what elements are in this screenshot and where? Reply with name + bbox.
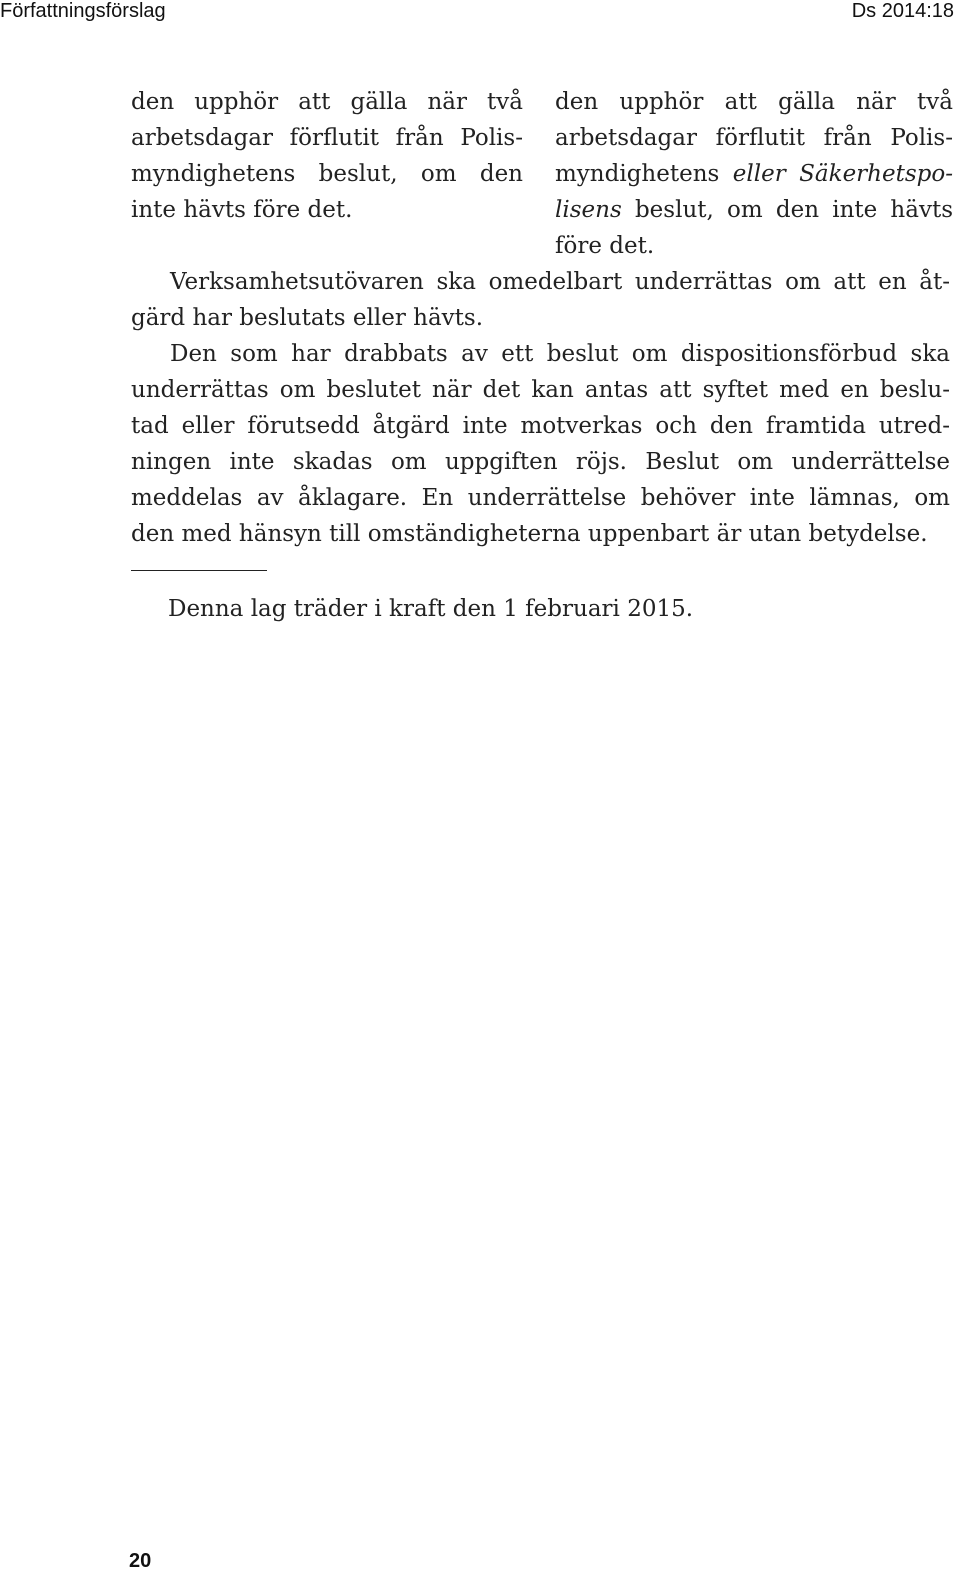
current-wording-column	[131, 84, 523, 228]
text-line	[555, 192, 953, 228]
amended-text: eller Säkerhetspo-	[732, 161, 953, 187]
text-line: ningen inte skadas om uppgiften röjs. Beslut om underrättelse	[131, 449, 950, 475]
paragraph-disposition-ban	[131, 336, 950, 552]
text-line: Den som har drabbats av ett beslut om dispositionsförbud ska	[170, 341, 950, 367]
text-line: den upphör att gälla när två	[131, 89, 523, 115]
text-line	[555, 156, 953, 192]
text-line: myndighetens beslut, om den	[131, 161, 523, 187]
text-line: meddelas av åklagare. En underrättelse behöver inte lämnas, om	[131, 485, 950, 511]
running-header	[0, 0, 960, 24]
text-line: arbetsdagar förflutit från Polis-	[131, 125, 523, 151]
text-run: myndighetens	[555, 161, 733, 187]
amended-text: lisens	[555, 197, 622, 223]
section-divider	[131, 570, 267, 571]
page-number: 20	[129, 1550, 152, 1572]
text-line: Verksamhetsutövaren ska omedelbart underrättas om att en åt-	[170, 269, 950, 295]
text-line: underrättas om beslutet när det kan antas att syftet med en beslu-	[131, 377, 950, 403]
enactment-clause: Denna lag träder i kraft den 1 februari 2015.	[168, 596, 694, 622]
text-line: tad eller förutsedd åtgärd inte motverkas och den framtida utred-	[131, 413, 950, 439]
text-run: beslut, om den inte hävts	[621, 197, 953, 223]
text-line: gärd har beslutats eller hävts.	[131, 305, 484, 331]
text-line: före det.	[555, 233, 655, 259]
text-line: inte hävts före det.	[131, 197, 353, 223]
text-line: den upphör att gälla när två	[555, 89, 953, 115]
header-section-title: Författningsförslag	[0, 0, 166, 22]
text-line: arbetsdagar förflutit från Polis-	[555, 125, 953, 151]
text-line: den med hänsyn till omständigheterna uppenbart är utan betydelse.	[131, 521, 928, 547]
paragraph-notification	[131, 264, 950, 336]
header-document-id: Ds 2014:18	[851, 0, 954, 22]
proposed-wording-column	[555, 84, 953, 264]
